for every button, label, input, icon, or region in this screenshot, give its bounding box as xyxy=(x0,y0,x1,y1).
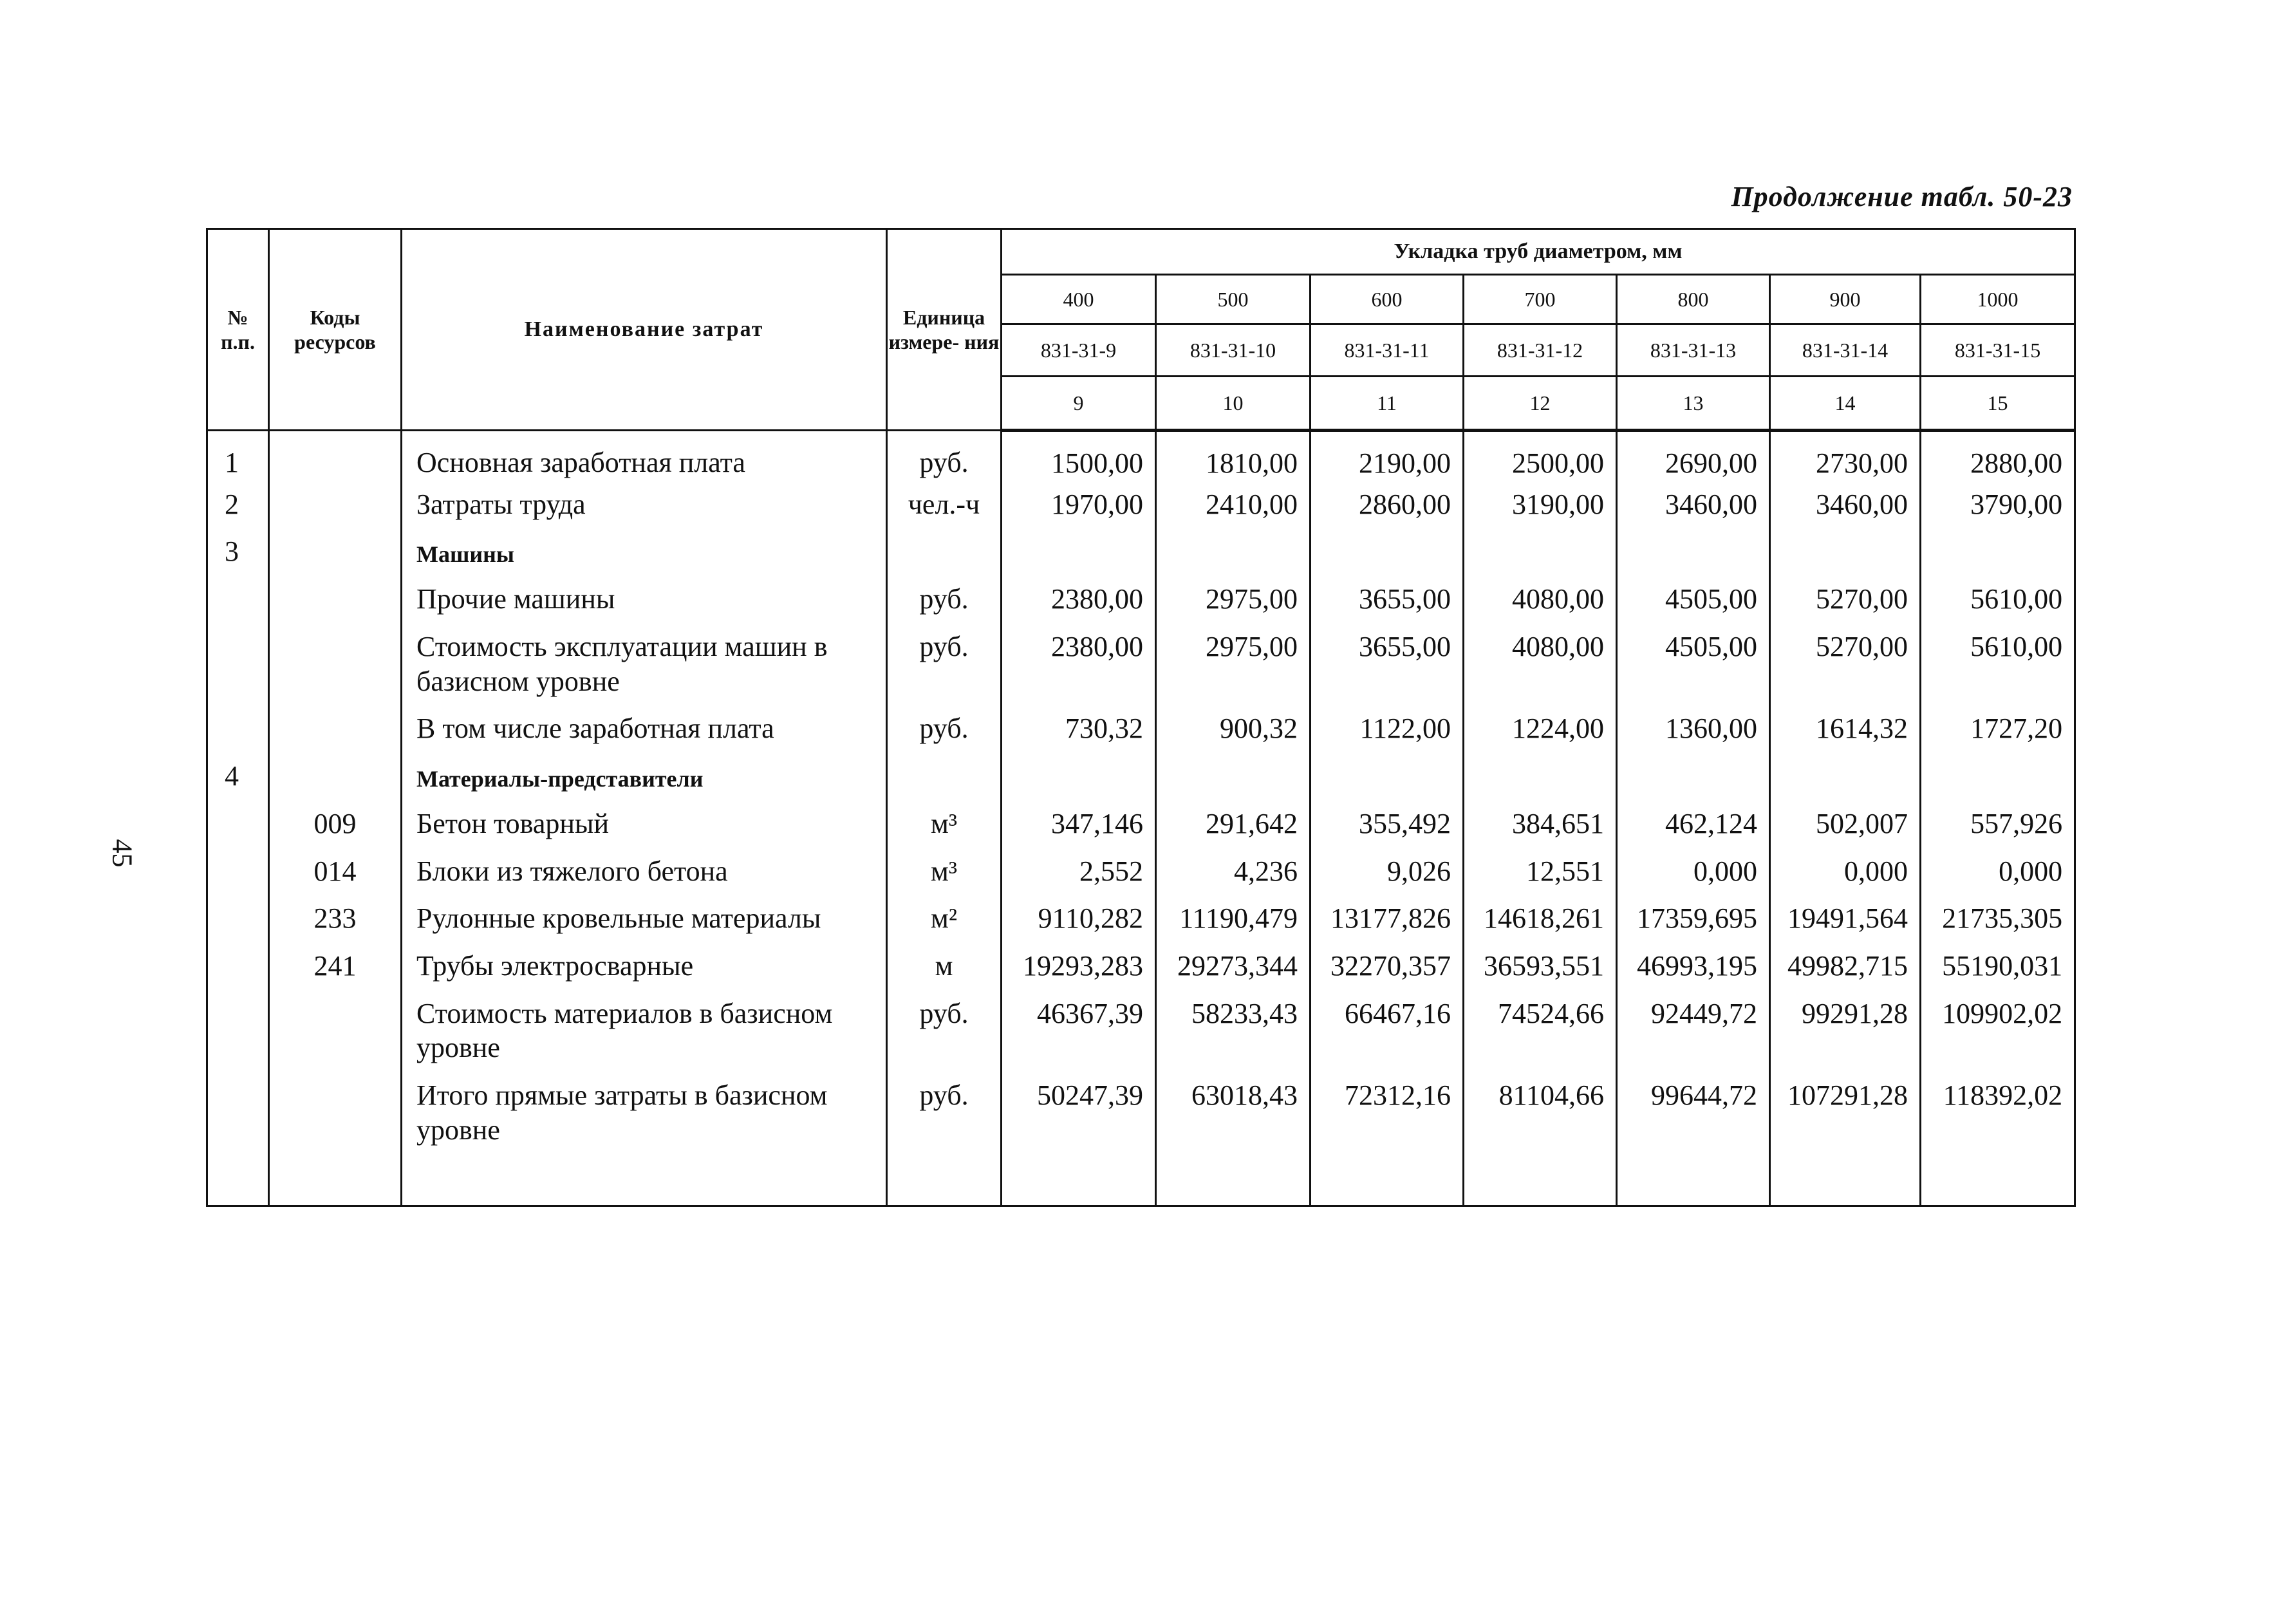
section-title: Материалы-представители xyxy=(402,752,887,800)
value-cell: 19293,283 xyxy=(1002,942,1156,990)
value-cell: 347,146 xyxy=(1002,800,1156,848)
value-cell: 14618,261 xyxy=(1464,895,1617,942)
value-cell: 3655,00 xyxy=(1311,575,1464,623)
value-cell: 55190,031 xyxy=(1921,942,2075,990)
unit: м³ xyxy=(887,800,1002,848)
value-cell: 50247,39 xyxy=(1002,1072,1156,1206)
cost-name: Стоимость материалов в базисном уровне xyxy=(402,990,887,1072)
header-rate-code: 831-31-10 xyxy=(1156,324,1311,377)
value-cell: 3655,00 xyxy=(1311,623,1464,705)
value-cell: 49982,715 xyxy=(1770,942,1921,990)
value-cell: 81104,66 xyxy=(1464,1072,1617,1206)
value-cell: 4080,00 xyxy=(1464,575,1617,623)
value-cell: 5270,00 xyxy=(1770,575,1921,623)
cost-table xyxy=(206,228,2076,1207)
value-cell: 2880,00 xyxy=(1921,431,2075,487)
value-cell: 0,000 xyxy=(1617,848,1770,895)
header-diameter: 600 xyxy=(1311,275,1464,324)
value-cell xyxy=(1002,528,1156,575)
value-cell xyxy=(1464,528,1617,575)
cost-name: Блоки из тяжелого бетона xyxy=(402,848,887,895)
value-cell: 46993,195 xyxy=(1617,942,1770,990)
header-diameter: 400 xyxy=(1002,275,1156,324)
header-diameter: 500 xyxy=(1156,275,1311,324)
value-cell xyxy=(1156,528,1311,575)
row-number: 2 xyxy=(207,487,269,528)
cost-name: Трубы электросварные xyxy=(402,942,887,990)
page-number: 45 xyxy=(106,839,138,868)
table-row xyxy=(207,528,2075,575)
value-cell xyxy=(1617,528,1770,575)
table-row xyxy=(207,800,2075,848)
value-cell: 19491,564 xyxy=(1770,895,1921,942)
header-column-number: 14 xyxy=(1770,377,1921,431)
header-rate-code: 831-31-12 xyxy=(1464,324,1617,377)
value-cell: 2690,00 xyxy=(1617,431,1770,487)
table-row xyxy=(207,575,2075,623)
value-cell: 17359,695 xyxy=(1617,895,1770,942)
unit: руб. xyxy=(887,623,1002,705)
unit: руб. xyxy=(887,431,1002,487)
value-cell: 2410,00 xyxy=(1156,487,1311,528)
cost-name: В том числе заработная плата xyxy=(402,705,887,752)
value-cell: 4505,00 xyxy=(1617,575,1770,623)
header-column-number: 9 xyxy=(1002,377,1156,431)
section-title: Машины xyxy=(402,528,887,575)
value-cell: 1360,00 xyxy=(1617,705,1770,752)
value-cell: 291,642 xyxy=(1156,800,1311,848)
table-row xyxy=(207,752,2075,800)
header-unit: Единица измере- ния xyxy=(887,229,1002,431)
value-cell: 99644,72 xyxy=(1617,1072,1770,1206)
cost-name: Затраты труда xyxy=(402,487,887,528)
unit: руб. xyxy=(887,705,1002,752)
header-resource-codes: Коды ресурсов xyxy=(269,229,402,431)
value-cell: 0,000 xyxy=(1770,848,1921,895)
resource-code xyxy=(269,990,402,1072)
value-cell: 36593,551 xyxy=(1464,942,1617,990)
unit: чел.-ч xyxy=(887,487,1002,528)
header-column-number: 13 xyxy=(1617,377,1770,431)
value-cell: 9,026 xyxy=(1311,848,1464,895)
row-number xyxy=(207,895,269,942)
value-cell: 2380,00 xyxy=(1002,623,1156,705)
value-cell: 107291,28 xyxy=(1770,1072,1921,1206)
table-body xyxy=(207,431,2075,1206)
row-number xyxy=(207,800,269,848)
resource-code xyxy=(269,623,402,705)
value-cell: 11190,479 xyxy=(1156,895,1311,942)
row-number xyxy=(207,705,269,752)
table-row xyxy=(207,942,2075,990)
value-cell: 13177,826 xyxy=(1311,895,1464,942)
value-cell: 355,492 xyxy=(1311,800,1464,848)
value-cell xyxy=(1770,752,1921,800)
header-rate-code: 831-31-11 xyxy=(1311,324,1464,377)
unit: м³ xyxy=(887,848,1002,895)
header-diameter: 900 xyxy=(1770,275,1921,324)
value-cell: 4080,00 xyxy=(1464,623,1617,705)
value-cell: 29273,344 xyxy=(1156,942,1311,990)
row-number xyxy=(207,848,269,895)
header-column-number: 10 xyxy=(1156,377,1311,431)
resource-code xyxy=(269,1072,402,1206)
value-cell xyxy=(1311,528,1464,575)
header-column-number: 12 xyxy=(1464,377,1617,431)
header-column-number: 11 xyxy=(1311,377,1464,431)
value-cell: 730,32 xyxy=(1002,705,1156,752)
header-diameter: 700 xyxy=(1464,275,1617,324)
value-cell: 1810,00 xyxy=(1156,431,1311,487)
table-row xyxy=(207,487,2075,528)
value-cell: 2500,00 xyxy=(1464,431,1617,487)
value-cell: 1614,32 xyxy=(1770,705,1921,752)
value-cell: 2190,00 xyxy=(1311,431,1464,487)
value-cell: 502,007 xyxy=(1770,800,1921,848)
row-number: 1 xyxy=(207,431,269,487)
resource-code xyxy=(269,752,402,800)
cost-name: Итого прямые затраты в базисном уровне xyxy=(402,1072,887,1206)
unit: руб. xyxy=(887,575,1002,623)
value-cell: 63018,43 xyxy=(1156,1072,1311,1206)
row-number xyxy=(207,575,269,623)
table-row xyxy=(207,705,2075,752)
value-cell: 5270,00 xyxy=(1770,623,1921,705)
resource-code xyxy=(269,705,402,752)
header-number: № п.п. xyxy=(207,229,269,431)
value-cell: 384,651 xyxy=(1464,800,1617,848)
table-row xyxy=(207,1072,2075,1206)
value-cell: 557,926 xyxy=(1921,800,2075,848)
value-cell: 1727,20 xyxy=(1921,705,2075,752)
header-pipe-laying-group: Укладка труб диаметром, мм xyxy=(1002,229,2075,275)
unit: руб. xyxy=(887,1072,1002,1206)
value-cell: 32270,357 xyxy=(1311,942,1464,990)
table-row xyxy=(207,895,2075,942)
value-cell: 2860,00 xyxy=(1311,487,1464,528)
value-cell: 1500,00 xyxy=(1002,431,1156,487)
value-cell: 9110,282 xyxy=(1002,895,1156,942)
value-cell: 21735,305 xyxy=(1921,895,2075,942)
row-number: 3 xyxy=(207,528,269,575)
table-row xyxy=(207,848,2075,895)
table-row xyxy=(207,623,2075,705)
header-rate-code: 831-31-13 xyxy=(1617,324,1770,377)
resource-code: 233 xyxy=(269,895,402,942)
value-cell xyxy=(1311,752,1464,800)
resource-code: 241 xyxy=(269,942,402,990)
header-rate-code: 831-31-9 xyxy=(1002,324,1156,377)
value-cell: 74524,66 xyxy=(1464,990,1617,1072)
value-cell xyxy=(1156,752,1311,800)
table-row xyxy=(207,990,2075,1072)
resource-code: 014 xyxy=(269,848,402,895)
resource-code xyxy=(269,575,402,623)
value-cell xyxy=(1002,752,1156,800)
value-cell: 4,236 xyxy=(1156,848,1311,895)
cost-name: Рулонные кровельные материалы xyxy=(402,895,887,942)
cost-name: Прочие машины xyxy=(402,575,887,623)
unit: м xyxy=(887,942,1002,990)
value-cell: 3190,00 xyxy=(1464,487,1617,528)
header-column-number: 15 xyxy=(1921,377,2075,431)
cost-name: Основная заработная плата xyxy=(402,431,887,487)
header-rate-code: 831-31-14 xyxy=(1770,324,1921,377)
value-cell: 118392,02 xyxy=(1921,1072,2075,1206)
row-number xyxy=(207,623,269,705)
cost-name: Бетон товарный xyxy=(402,800,887,848)
value-cell xyxy=(1921,752,2075,800)
value-cell: 66467,16 xyxy=(1311,990,1464,1072)
resource-code xyxy=(269,487,402,528)
value-cell: 92449,72 xyxy=(1617,990,1770,1072)
value-cell: 46367,39 xyxy=(1002,990,1156,1072)
header-rate-code: 831-31-15 xyxy=(1921,324,2075,377)
value-cell: 3790,00 xyxy=(1921,487,2075,528)
value-cell xyxy=(1770,528,1921,575)
value-cell: 2380,00 xyxy=(1002,575,1156,623)
unit: м² xyxy=(887,895,1002,942)
value-cell: 2,552 xyxy=(1002,848,1156,895)
header-diameter: 800 xyxy=(1617,275,1770,324)
value-cell: 72312,16 xyxy=(1311,1072,1464,1206)
unit: руб. xyxy=(887,990,1002,1072)
value-cell: 2975,00 xyxy=(1156,575,1311,623)
unit xyxy=(887,528,1002,575)
value-cell: 1122,00 xyxy=(1311,705,1464,752)
value-cell: 109902,02 xyxy=(1921,990,2075,1072)
row-number xyxy=(207,1072,269,1206)
value-cell: 2975,00 xyxy=(1156,623,1311,705)
value-cell: 58233,43 xyxy=(1156,990,1311,1072)
value-cell: 4505,00 xyxy=(1617,623,1770,705)
value-cell: 5610,00 xyxy=(1921,575,2075,623)
resource-code xyxy=(269,431,402,487)
value-cell: 900,32 xyxy=(1156,705,1311,752)
resource-code xyxy=(269,528,402,575)
row-number xyxy=(207,942,269,990)
value-cell: 3460,00 xyxy=(1770,487,1921,528)
value-cell xyxy=(1921,528,2075,575)
header-diameter: 1000 xyxy=(1921,275,2075,324)
resource-code: 009 xyxy=(269,800,402,848)
value-cell: 99291,28 xyxy=(1770,990,1921,1072)
row-number: 4 xyxy=(207,752,269,800)
row-number xyxy=(207,990,269,1072)
value-cell: 1224,00 xyxy=(1464,705,1617,752)
value-cell: 462,124 xyxy=(1617,800,1770,848)
value-cell: 2730,00 xyxy=(1770,431,1921,487)
value-cell: 12,551 xyxy=(1464,848,1617,895)
header-cost-name: Наименование затрат xyxy=(402,229,887,431)
value-cell: 3460,00 xyxy=(1617,487,1770,528)
value-cell: 1970,00 xyxy=(1002,487,1156,528)
cost-name: Стоимость эксплуатации машин в базисном уровне xyxy=(402,623,887,705)
unit xyxy=(887,752,1002,800)
value-cell: 5610,00 xyxy=(1921,623,2075,705)
value-cell xyxy=(1617,752,1770,800)
table-continuation-caption: Продолжение табл. 50-23 xyxy=(1731,181,2073,212)
value-cell: 0,000 xyxy=(1921,848,2075,895)
value-cell xyxy=(1464,752,1617,800)
table-row xyxy=(207,431,2075,487)
